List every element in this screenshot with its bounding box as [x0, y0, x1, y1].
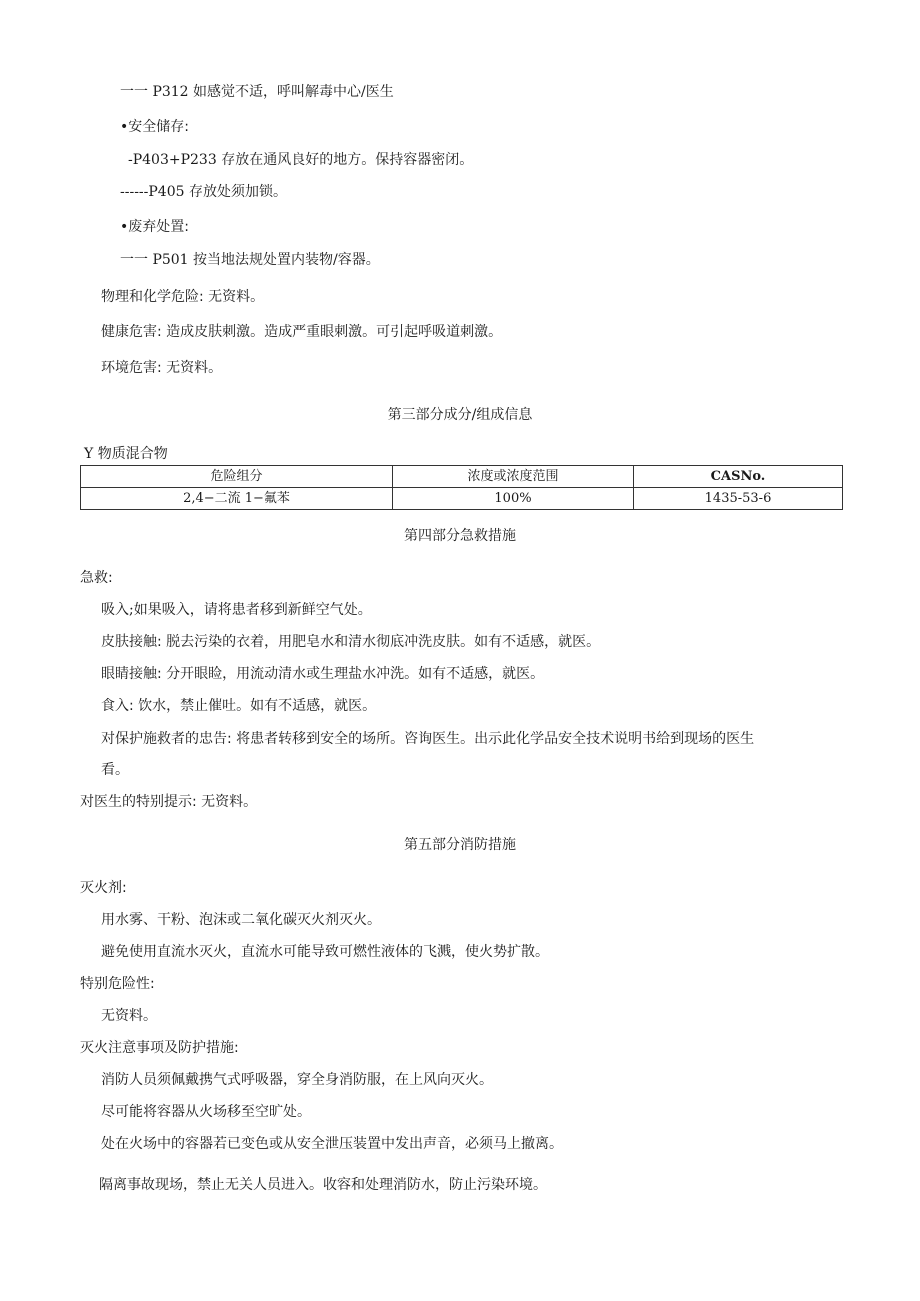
cell-cas: 1435-53-6 [634, 488, 843, 510]
eye-contact-value: 分开眼睑，用流动清水或生理盐水冲洗。如有不适感，就医。 [166, 666, 545, 682]
table-row [81, 488, 843, 510]
substance-type: Y 物质混合物 [84, 446, 168, 462]
health-hazard-value: 造成皮肤刺激。造成严重眼刺激。可引起呼吸道刺激。 [166, 324, 503, 340]
cell-concentration: 100% [393, 488, 634, 510]
section5-title: 第五部分消防措施 [404, 837, 516, 853]
disposal-label: •废弃处置: [120, 219, 189, 235]
precaution-line-4: 隔离事故现场，禁止无关人员进入。收容和处理消防水，防止污染环境。 [99, 1177, 547, 1193]
section4-title: 第四部分急救措施 [404, 528, 516, 544]
health-hazard-label: 健康危害: [101, 324, 162, 340]
ingestion-value: 饮水，禁止催吐。如有不适感，就医。 [138, 698, 377, 714]
ingestion [101, 696, 376, 716]
ingestion-label: 食入: [101, 698, 134, 714]
agent-line-2: 避免使用直流水灭火，直流水可能导致可燃性液体的飞溅，使火势扩散。 [101, 944, 549, 960]
physical-hazard [101, 287, 264, 307]
agent-line-1: 用水雾、干粉、泡沫或二氧化碳灭火剂灭火。 [101, 912, 381, 928]
env-hazard-value: 无资料。 [166, 360, 223, 376]
storage-label: •安全储存: [120, 119, 189, 135]
response-p312: 一一 P312 如感觉不适，呼叫解毒中心/医生 [120, 84, 394, 100]
physical-hazard-label: 物理和化学危险: [101, 289, 204, 305]
header-cas: CASNo. [634, 466, 843, 488]
precaution-line-2: 尽可能将容器从火场移至空旷处。 [101, 1104, 311, 1120]
env-hazard [101, 358, 222, 378]
table-header-row [81, 466, 843, 488]
special-hazard-value: 无资料。 [101, 1008, 157, 1024]
storage-line-1: -P403+P233 存放在通风良好的地方。保持容器密闭。 [128, 152, 474, 168]
skin-contact-label: 皮肤接触: [101, 634, 162, 650]
agent-label: 灭火剂: [80, 880, 127, 896]
rescuer-advice-cont: 看。 [101, 762, 129, 778]
precaution-line-1: 消防人员须佩戴携气式呼吸器，穿全身消防服，在上风向灭火。 [101, 1072, 493, 1088]
eye-contact [101, 664, 544, 684]
inhale-line: 吸入;如果吸入，请将患者移到新鲜空气处。 [101, 602, 372, 618]
rescuer-advice [101, 729, 754, 749]
storage-line-2: ------P405 存放处须加锁。 [120, 184, 287, 200]
composition-table [80, 465, 843, 510]
precaution-line-3: 处在火场中的容器若已变色或从安全泄压装置中发出声音，必须马上撤离。 [101, 1136, 563, 1152]
rescuer-advice-value: 将患者转移到安全的场所。咨询医生。出示此化学品安全技术说明书给到现场的医生 [236, 731, 755, 747]
precaution-label: 灭火注意事项及防护措施: [80, 1040, 239, 1056]
firstaid-label: 急救: [80, 570, 113, 586]
skin-contact-value: 脱去污染的衣着，用肥皂水和清水彻底冲洗皮肤。如有不适感，就医。 [166, 634, 601, 650]
physical-hazard-value: 无资料。 [208, 289, 265, 305]
header-component: 危险组分 [81, 466, 393, 488]
section3-title: 第三部分成分/组成信息 [387, 407, 533, 423]
skin-contact [101, 632, 600, 652]
env-hazard-label: 环境危害: [101, 360, 162, 376]
disposal-line: 一一 P501 按当地法规处置内装物/容器。 [120, 252, 380, 268]
doctor-note [80, 792, 257, 812]
doctor-note-value: 无资料。 [201, 794, 258, 810]
eye-contact-label: 眼睛接触: [101, 666, 162, 682]
special-hazard-label: 特别危险性: [80, 976, 155, 992]
cell-component: 2,4−二流 1−氟苯 [81, 488, 393, 510]
doctor-note-label: 对医生的特别提示: [80, 794, 197, 810]
health-hazard [101, 322, 502, 342]
rescuer-advice-label: 对保护施救者的忠告: [101, 731, 232, 747]
header-concentration: 浓度或浓度范围 [393, 466, 634, 488]
